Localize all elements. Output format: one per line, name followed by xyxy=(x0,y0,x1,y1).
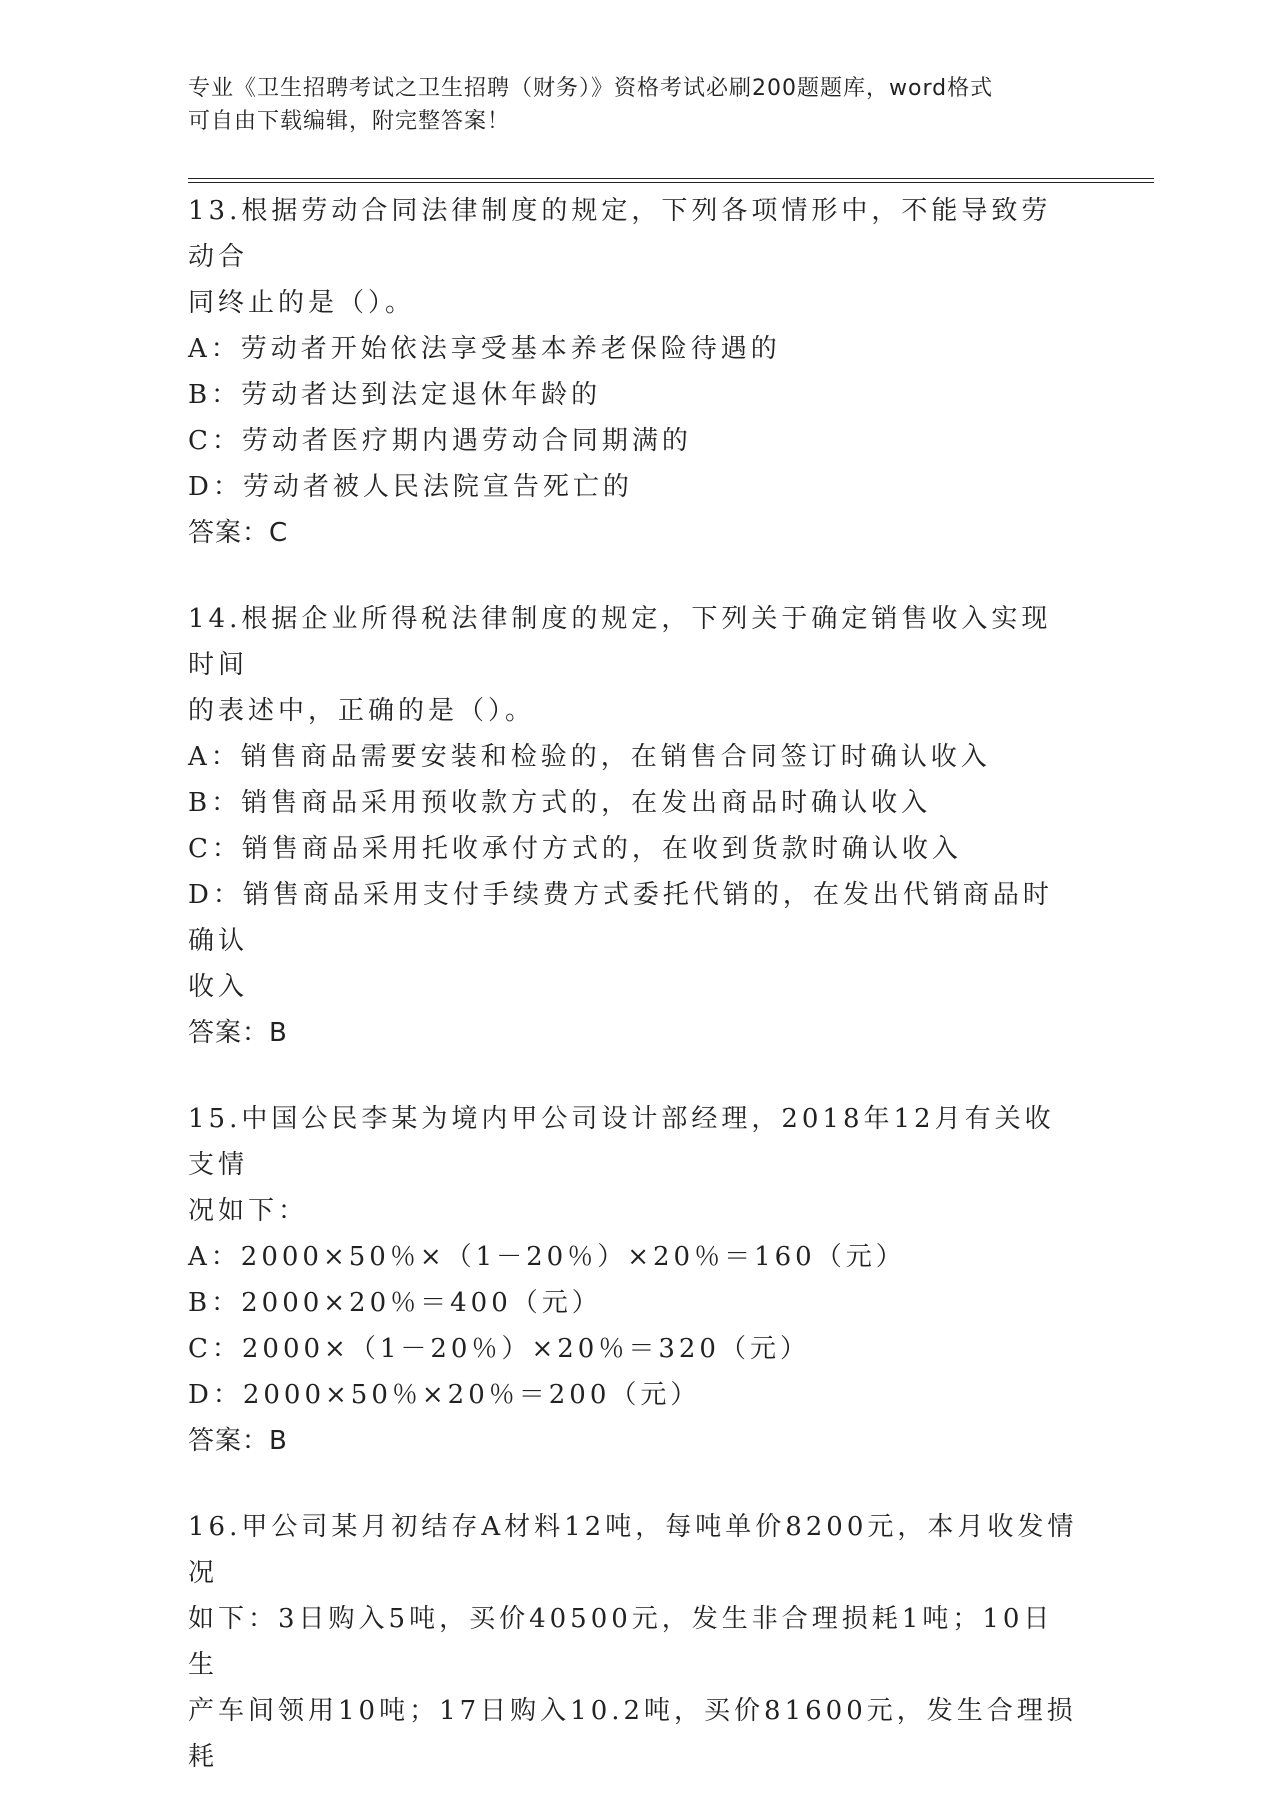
question-stem-line: 如下：3日购入5吨，买价40500元，发生非合理损耗1吨；10日生 xyxy=(188,1604,1054,1680)
answer-option: 收入 xyxy=(188,972,249,1002)
header-divider-bottom xyxy=(188,182,1154,183)
answer-option: B：劳动者达到法定退休年龄的 xyxy=(188,380,602,410)
question-list xyxy=(188,188,1078,1820)
question-block xyxy=(188,1096,1078,1464)
header-line-1: 专业《卫生招聘考试之卫生招聘（财务）》资格考试必刷200题题库，word格式 xyxy=(188,76,994,101)
answer-option: D：2000×50％×20％＝200（元） xyxy=(188,1380,701,1410)
question-stem-line: 同终止的是（）。 xyxy=(188,288,416,318)
answer-option: C：劳动者医疗期内遇劳动合同期满的 xyxy=(188,426,692,456)
answer-key: 答案：C xyxy=(188,518,289,548)
question-stem-line: 产车间领用10吨；17日购入10.2吨，买价81600元，发生合理损耗 xyxy=(188,1696,1077,1772)
document-header xyxy=(188,72,1068,138)
question-stem-line: 的表述中，正确的是（）。 xyxy=(188,696,536,726)
answer-option: B：2000×20％＝400（元） xyxy=(188,1288,602,1318)
answer-option: B：销售商品采用预收款方式的，在发出商品时确认收入 xyxy=(188,788,932,818)
answer-option: D：销售商品采用支付手续费方式委托代销的，在发出代销商品时确认 xyxy=(188,880,1053,956)
question-block xyxy=(188,1504,1078,1780)
question-block xyxy=(188,188,1078,556)
question-block xyxy=(188,596,1078,1056)
answer-key: 答案：B xyxy=(188,1426,288,1456)
question-stem-line: 13.根据劳动合同法律制度的规定，下列各项情形中，不能导致劳动合 xyxy=(188,196,1052,272)
answer-option: A：销售商品需要安装和检验的，在销售合同签订时确认收入 xyxy=(188,742,991,772)
header-line-2: 可自由下载编辑，附完整答案！ xyxy=(188,109,511,134)
answer-option: A：劳动者开始依法享受基本养老保险待遇的 xyxy=(188,334,781,364)
question-stem-line: 14.根据企业所得税法律制度的规定，下列关于确定销售收入实现时间 xyxy=(188,604,1052,680)
header-divider-top xyxy=(188,178,1154,179)
question-stem-line: 15.中国公民李某为境内甲公司设计部经理，2018年12月有关收支情 xyxy=(188,1104,1055,1180)
answer-option: C：销售商品采用托收承付方式的，在收到货款时确认收入 xyxy=(188,834,962,864)
answer-option: D：劳动者被人民法院宣告死亡的 xyxy=(188,472,633,502)
question-stem-line: 16.甲公司某月初结存A材料12吨，每吨单价8200元，本月收发情况 xyxy=(188,1512,1078,1588)
answer-option: A：2000×50％×（1－20％）×20％＝160（元） xyxy=(188,1242,906,1272)
question-stem-line: 况如下： xyxy=(188,1196,309,1226)
answer-key: 答案：B xyxy=(188,1018,288,1048)
answer-option: C：2000×（1－20％）×20％＝320（元） xyxy=(188,1334,810,1364)
